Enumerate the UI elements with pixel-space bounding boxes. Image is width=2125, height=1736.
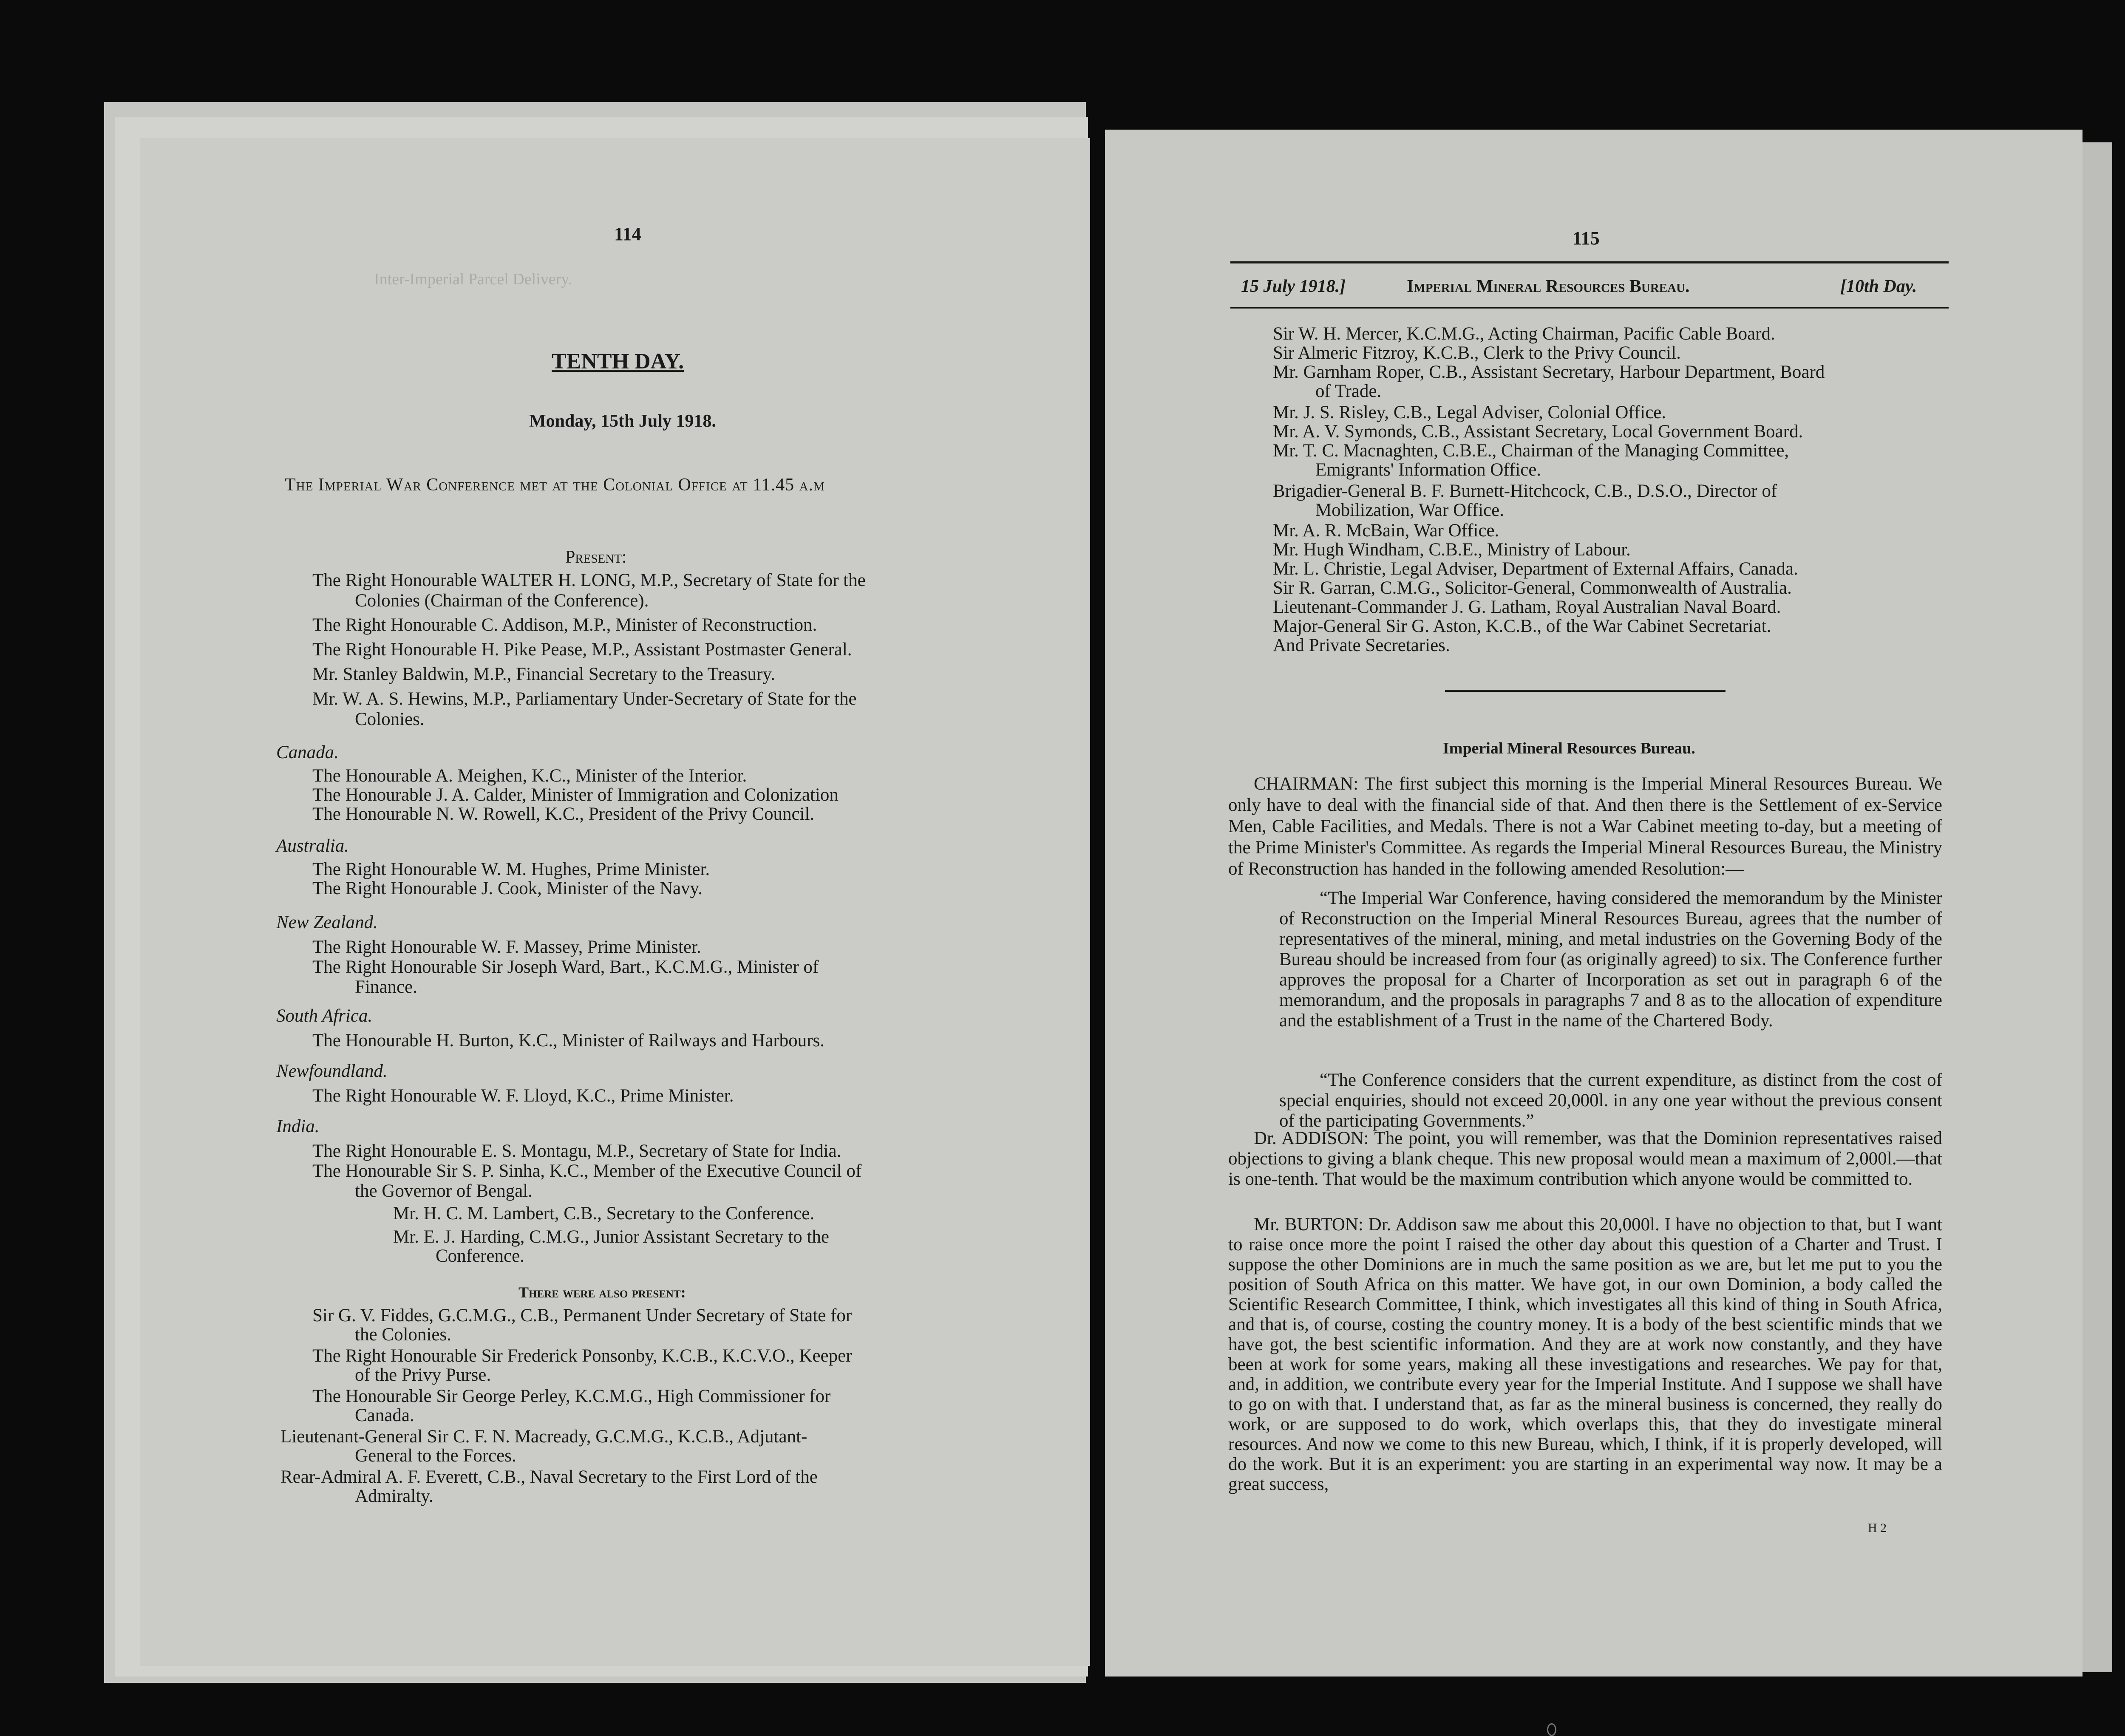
dominion-heading: Newfoundland. — [276, 1061, 388, 1081]
member-line: Admiralty. — [355, 1486, 434, 1506]
speaker-name: Dr. ADDISON: — [1254, 1128, 1369, 1148]
chairman-paragraph — [1228, 773, 1942, 880]
member-line: The Right Honourable J. Cook, Minister of the Navy. — [312, 878, 703, 898]
member-line: Rear-Admiral A. F. Everett, C.B., Naval Secretary to the First Lord of the — [280, 1467, 818, 1487]
member-line: of the Privy Purse. — [355, 1365, 491, 1385]
member-line: the Colonies. — [355, 1325, 451, 1345]
signature-mark: H 2 — [1868, 1521, 1887, 1535]
left-page — [140, 138, 1090, 1666]
also-present-heading: There were also present: — [518, 1284, 686, 1301]
member-line: The Right Honourable W. M. Hughes, Prime Minister. — [312, 859, 710, 879]
attendee-line: Brigadier-General B. F. Burnett-Hitchcock, C.B., D.S.O., Director of — [1273, 481, 1777, 501]
page-title: TENTH DAY. — [552, 349, 684, 374]
running-title: Imperial Mineral Resources Bureau. — [1407, 277, 1690, 296]
running-date: 15 July 1918.] — [1241, 277, 1346, 296]
attendee-line: Mr. Hugh Windham, C.B.E., Ministry of Labour. — [1273, 540, 1631, 560]
section-divider — [1445, 690, 1726, 692]
member-line: Lieutenant-General Sir C. F. N. Macready, G.C.M.G., K.C.B., Adjutant- — [280, 1427, 808, 1447]
burton-paragraph — [1228, 1215, 1942, 1494]
speech-text: The first subject this morning is the Imperial Mineral Resources Bureau. We only have to deal with the financial side of that. And then there is the Settlement of ex-Service Men, Cable Facilities, and Medals. There is not a War Cabinet meeting to-day, but a meeting of the Prime Minister's Committee. As regards the Imperial Mineral Resources Bureau, the Ministry of Reconstruction has handed in the following amended Resolution:— — [1228, 774, 1942, 879]
speaker-name: CHAIRMAN: — [1254, 774, 1359, 794]
attendee-line: Mr. T. C. Macnaghten, C.B.E., Chairman of the Managing Committee, — [1273, 441, 1789, 461]
member-line: the Governor of Bengal. — [355, 1181, 533, 1201]
attendee-line: Mr. A. V. Symonds, C.B., Assistant Secretary, Local Government Board. — [1273, 422, 1803, 442]
section-title: Imperial Mineral Resources Bureau. — [1443, 739, 1695, 757]
member-line: Colonies (Chairman of the Conference). — [355, 591, 649, 611]
page-number: 115 — [1572, 228, 1600, 249]
attendee-line: Mr. Garnham Roper, C.B., Assistant Secretary, Harbour Department, Board — [1273, 362, 1825, 382]
attendee-line: Emigrants' Information Office. — [1315, 460, 1541, 480]
member-line: The Honourable H. Burton, K.C., Minister of Railways and Harbours. — [312, 1031, 824, 1051]
meeting-date: Monday, 15th July 1918. — [529, 411, 716, 431]
bleed-through-text: Inter-Imperial Parcel Delivery. — [374, 270, 572, 288]
member-line: Finance. — [355, 977, 417, 997]
attendee-line: Mr. J. S. Risley, C.B., Legal Adviser, Colonial Office. — [1273, 402, 1666, 422]
member-line: Mr. Stanley Baldwin, M.P., Financial Secretary to the Treasury. — [312, 664, 775, 684]
member-line: The Honourable Sir George Perley, K.C.M.G., High Commissioner for — [312, 1386, 831, 1406]
member-line: Sir G. V. Fiddes, G.C.M.G., C.B., Permanent Under Secretary of State for — [312, 1306, 852, 1325]
right-page — [1105, 130, 2082, 1677]
member-line: The Right Honourable W. F. Lloyd, K.C., Prime Minister. — [312, 1086, 734, 1106]
addison-paragraph — [1228, 1128, 1942, 1189]
speaker-name: Mr. BURTON: — [1254, 1215, 1363, 1235]
speck-mark — [1547, 1723, 1556, 1736]
running-day: [10th Day. — [1840, 277, 1917, 296]
dominion-heading: South Africa. — [276, 1006, 373, 1026]
member-line: The Right Honourable WALTER H. LONG, M.P., Secretary of State for the — [312, 570, 866, 590]
dominion-heading: New Zealand. — [276, 912, 378, 932]
member-line: The Right Honourable W. F. Massey, Prime Minister. — [312, 937, 701, 957]
meeting-statement: The Imperial War Conference met at the Colonial Office at 11.45 a.m — [285, 475, 825, 495]
member-line: The Honourable N. W. Rowell, K.C., President of the Privy Council. — [312, 804, 815, 824]
header-rule-bottom — [1230, 307, 1949, 309]
member-line: Mr. H. C. M. Lambert, C.B., Secretary to the Conference. — [393, 1204, 815, 1223]
dominion-heading: Canada. — [276, 742, 339, 762]
member-line: General to the Forces. — [355, 1446, 516, 1466]
resolution-quote: “The Imperial War Conference, having considered the memorandum by the Minister of Reconstruction on the Imperial Mineral Resources Bureau, agrees that the number of representatives of the mineral, mining, and metal industries on the Governing Body of the Bureau should be increased from four (as originally agreed) to six. The Conference further approves the proposal for a Charter of Incorporation as set out in paragraph 6 of the memorandum, and the proposals in paragraphs 7 and 8 as to the allocation of expenditure and the establishment of a Trust in the name of the Chartered Body. — [1279, 888, 1942, 1031]
member-line: The Right Honourable H. Pike Pease, M.P., Assistant Postmaster General. — [312, 640, 852, 660]
member-line: The Right Honourable E. S. Montagu, M.P., Secretary of State for India. — [312, 1141, 842, 1161]
member-line: The Right Honourable Sir Frederick Ponsonby, K.C.B., K.C.V.O., Keeper — [312, 1346, 852, 1366]
member-line: The Right Honourable C. Addison, M.P., Minister of Reconstruction. — [312, 615, 817, 635]
member-line: The Honourable J. A. Calder, Minister of Immigration and Colonization — [312, 785, 839, 805]
dominion-heading: Australia. — [276, 836, 349, 856]
member-line: Mr. E. J. Harding, C.M.G., Junior Assistant Secretary to the — [393, 1227, 829, 1247]
page-number: 114 — [614, 224, 641, 244]
speech-text: Dr. Addison saw me about this 20,000l. I have no objection to that, but I want to raise once more the point I raised the other day about this question of a Charter and Trust. I suppose the other Dominions are in much the same position as we are, but let me put to you the position of South Africa on this matter. We have got, in our own Dominion, a body called the Scientific Research Committee, I think, which investigates all this kind of thing in South Africa, and that is, of course, costing the country money. It is a body of the best scientific minds that we have got, the best scientific information. And they are at work now constantly, and they have been at work for some years, making all these investigations and researches. We pay for that, and, in addition, we contribute every year for the Imperial Institute. And I suppose we shall have to go on with that. I understand that, as far as the mineral business is concerned, they really do work, or are supposed to do work, which overlaps this, that they do investigate mineral resources. And now we come to this new Bureau, which, I think, if it is properly developed, will do the work. But it is an experiment: you are starting in an experimental way now. It may be a great success, — [1228, 1215, 1942, 1494]
member-line: The Honourable Sir S. P. Sinha, K.C., Member of the Executive Council of — [312, 1161, 862, 1181]
member-line: The Right Honourable Sir Joseph Ward, Bart., K.C.M.G., Minister of — [312, 957, 819, 977]
member-line: The Honourable A. Meighen, K.C., Minister of the Interior. — [312, 766, 747, 786]
attendee-line: Sir Almeric Fitzroy, K.C.B., Clerk to the Privy Council. — [1273, 343, 1681, 363]
member-line: Canada. — [355, 1405, 414, 1425]
present-heading: Present: — [565, 547, 627, 567]
attendee-line: Major-General Sir G. Aston, K.C.B., of the War Cabinet Secretariat. — [1273, 616, 1771, 636]
member-line: Mr. W. A. S. Hewins, M.P., Parliamentary Under-Secretary of State for the — [312, 689, 857, 709]
dominion-heading: India. — [276, 1116, 320, 1136]
attendee-line: Lieutenant-Commander J. G. Latham, Royal Australian Naval Board. — [1273, 597, 1781, 617]
header-rule — [1230, 261, 1949, 263]
attendee-line: Sir R. Garran, C.M.G., Solicitor-General, Commonwealth of Australia. — [1273, 578, 1792, 598]
speech-text: The point, you will remember, was that the Dominion representatives raised objections to giving a blank cheque. This new proposal would mean a maximum of 2,000l.—that is one-tenth. That would be the maximum contribution which anyone would be committed to. — [1228, 1128, 1943, 1189]
attendee-line: of Trade. — [1315, 381, 1382, 401]
attendee-line: Mobilization, War Office. — [1315, 500, 1504, 520]
attendee-line: And Private Secretaries. — [1273, 635, 1450, 655]
attendee-line: Sir W. H. Mercer, K.C.M.G., Acting Chairman, Pacific Cable Board. — [1273, 324, 1775, 344]
member-line: Colonies. — [355, 709, 425, 729]
attendee-line: Mr. A. R. McBain, War Office. — [1273, 521, 1499, 541]
attendee-line: Mr. L. Christie, Legal Adviser, Department of External Affairs, Canada. — [1273, 559, 1798, 579]
resolution-quote: “The Conference considers that the current expenditure, as distinct from the cost of special enquiries, should not exceed 20,000l. in any one year without the previous consent of the participating Governments.” — [1279, 1070, 1942, 1131]
member-line: Conference. — [436, 1246, 524, 1266]
